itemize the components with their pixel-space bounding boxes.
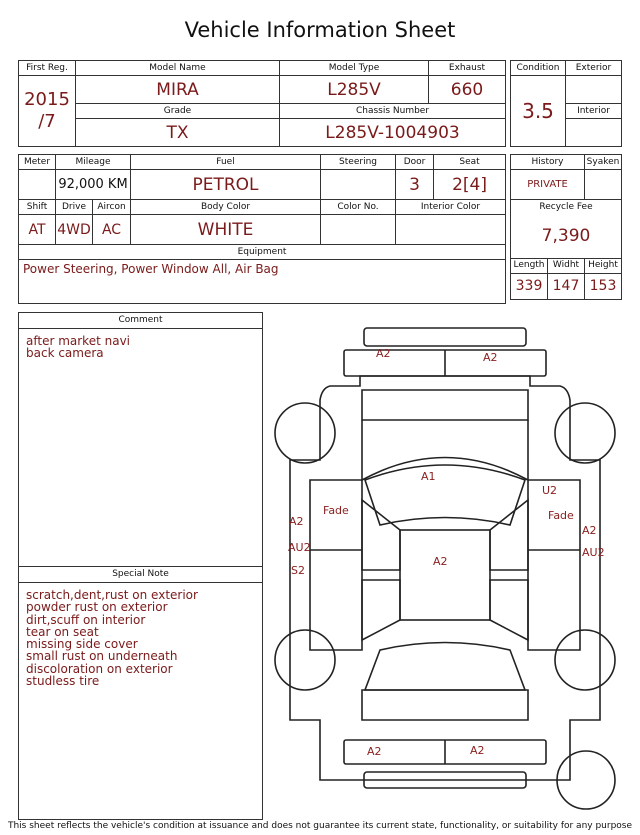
recycle-fee-value: 7,390 <box>511 214 622 258</box>
equipment-label: Equipment <box>19 245 506 260</box>
damage-mark-left-fade: Fade <box>323 504 349 517</box>
damage-mark-rear-right: A2 <box>470 744 485 757</box>
interior-color-value <box>396 215 506 245</box>
chassis-value: L285V-1004903 <box>280 119 506 147</box>
height-value: 153 <box>585 273 622 299</box>
special-note-label: Special Note <box>19 567 262 583</box>
length-value: 339 <box>511 273 548 299</box>
condition-label: Condition <box>511 61 566 76</box>
page-title: Vehicle Information Sheet <box>184 18 456 42</box>
rear-window <box>365 643 525 691</box>
comment-label: Comment <box>19 313 262 329</box>
special-note-lines <box>19 583 262 687</box>
fuel-value: PETROL <box>131 170 321 200</box>
damage-mark-right-fade: Fade <box>548 509 574 522</box>
model-type-value: L285V <box>280 76 429 104</box>
front-bumper-outer <box>364 328 526 346</box>
height-label: Height <box>585 258 622 273</box>
first-reg-value <box>19 76 76 147</box>
windshield <box>365 465 525 525</box>
mileage-label: Mileage <box>56 155 131 170</box>
mileage-value: 92,000 KM <box>56 170 131 200</box>
history-value: PRIVATE <box>511 170 585 200</box>
chassis-label: Chassis Number <box>280 104 506 119</box>
steering-value <box>321 170 396 200</box>
damage-mark-front-right: A2 <box>483 351 498 364</box>
steering-label: Steering <box>321 155 396 170</box>
shift-label: Shift <box>19 200 56 215</box>
model-name-value: MIRA <box>76 76 280 104</box>
door-value: 3 <box>396 170 434 200</box>
exhaust-value: 660 <box>429 76 506 104</box>
comment-lines <box>19 329 262 360</box>
history-label: History <box>511 155 585 170</box>
fuel-label: Fuel <box>131 155 321 170</box>
rear-hatch <box>362 690 528 720</box>
special-note-line: missing side cover <box>26 637 138 652</box>
drive-label: Drive <box>56 200 93 215</box>
damage-mark-right-a2: A2 <box>582 524 597 537</box>
registration-table <box>18 60 506 147</box>
damage-mark-front-left: A2 <box>376 347 391 360</box>
syaken-value <box>585 170 622 200</box>
exterior-value <box>566 76 622 104</box>
aircon-label: Aircon <box>93 200 131 215</box>
exhaust-label: Exhaust <box>429 61 506 76</box>
history-table <box>510 154 622 300</box>
roof-panel <box>400 530 490 620</box>
right-door <box>528 480 580 650</box>
syaken-label: Syaken <box>585 155 622 170</box>
damage-mark-hood: A1 <box>421 470 436 483</box>
aircon-value: AC <box>93 215 131 245</box>
color-no-value <box>321 215 396 245</box>
special-note-line: powder rust on exterior <box>26 600 168 615</box>
first-reg-month: /7 <box>38 111 56 132</box>
body-color-label: Body Color <box>131 200 321 215</box>
comment-line: after market navi <box>26 334 130 348</box>
damage-mark-left-au2: AU2 <box>288 541 311 554</box>
left-window-rear <box>362 580 400 640</box>
special-note-line: dirt,scuff on interior <box>26 612 146 627</box>
door-label: Door <box>396 155 434 170</box>
damage-mark-roof: A2 <box>433 555 448 568</box>
wheel-rear-left <box>275 630 335 690</box>
color-no-label: Color No. <box>321 200 396 215</box>
right-window-front <box>490 500 528 570</box>
interior-value <box>566 119 622 147</box>
special-note-line: tear on seat <box>26 624 99 639</box>
equipment-value: Power Steering, Power Window All, Air Bag <box>19 260 506 304</box>
right-window-rear <box>490 580 528 640</box>
specs-table <box>18 154 506 304</box>
damage-mark-right-au2: AU2 <box>582 546 605 559</box>
wheel-front-left <box>275 403 335 463</box>
special-note-line: discoloration on exterior <box>26 661 173 676</box>
hood-panel <box>362 420 528 480</box>
length-label: Length <box>511 258 548 273</box>
grade-value: TX <box>76 119 280 147</box>
wheel-rear-right <box>555 630 615 690</box>
special-note-line: small rust on underneath <box>26 649 178 664</box>
model-name-label: Model Name <box>76 61 280 76</box>
front-panel <box>362 390 528 420</box>
recycle-fee-label: Recycle Fee <box>511 200 622 215</box>
damage-mark-right-top: U2 <box>542 484 558 497</box>
first-reg-label: First Reg. <box>19 61 76 76</box>
damage-mark-rear-left: A2 <box>367 745 382 758</box>
meter-value <box>19 170 56 200</box>
seat-label: Seat <box>434 155 506 170</box>
exterior-label: Exterior <box>566 61 622 76</box>
meter-label: Meter <box>19 155 56 170</box>
special-note-line: studless tire <box>26 674 100 689</box>
footer-disclaimer: This sheet reflects the vehicle's condition at issuance and does not guarantee its current state, functionality, or suitability for any purpose <box>7 821 633 831</box>
first-reg-year: 2015 <box>24 89 70 110</box>
drive-value: 4WD <box>56 215 93 245</box>
condition-table <box>510 60 622 147</box>
width-value: 147 <box>548 273 585 299</box>
damage-mark-left-a2: A2 <box>289 515 304 528</box>
special-note-box <box>18 566 263 820</box>
special-note-line: scratch,dent,rust on exterior <box>26 588 198 602</box>
body-color-value: WHITE <box>131 215 321 245</box>
interior-color-label: Interior Color <box>396 200 506 215</box>
grade-label: Grade <box>76 104 280 119</box>
shift-value: AT <box>19 215 56 245</box>
interior-label: Interior <box>566 104 622 119</box>
seat-value: 2[4] <box>434 170 506 200</box>
damage-mark-left-s2: S2 <box>291 564 305 577</box>
left-window-front <box>362 500 400 570</box>
comment-line: back camera <box>26 346 104 361</box>
width-label: Widht <box>548 258 585 273</box>
condition-value: 3.5 <box>511 76 566 147</box>
model-type-label: Model Type <box>280 61 429 76</box>
wheel-front-right <box>555 403 615 463</box>
comment-box <box>18 312 263 567</box>
